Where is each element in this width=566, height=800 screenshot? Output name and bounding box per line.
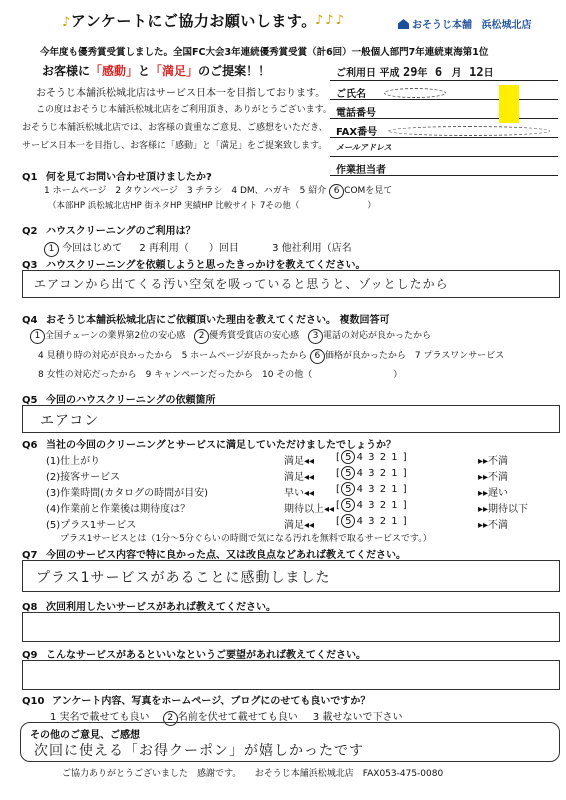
q4-selected-circle-1[interactable]: 1 xyxy=(30,329,45,344)
q1-text: 何を見てお問い合わせ頂けましたか? xyxy=(46,172,212,183)
q10-heading xyxy=(22,692,370,707)
kando-text: 「感動」 xyxy=(90,64,139,78)
q2-options xyxy=(44,239,352,257)
proposal-heading xyxy=(42,62,270,79)
date-day: 12 xyxy=(469,65,484,79)
proposal-pre: お客様に xyxy=(42,64,91,78)
q5-heading xyxy=(22,391,216,406)
phone-row[interactable] xyxy=(330,100,558,119)
q4-selected-circle-6[interactable]: 6 xyxy=(310,349,325,364)
q1-sub-options: （本部HP 浜松城北店HP 街ネタHP 実績HP 比較サイト 7その他（ ） xyxy=(48,201,376,211)
q1-number: Q1 xyxy=(22,172,38,183)
intro-line-3: おそうじ本舗浜松城北店では、お客様の貴重なご意見、ご感想をいただき、 xyxy=(22,123,328,133)
manzoku-text: 「満足」 xyxy=(150,64,199,78)
q2-text: ハウスクリーニングのご利用は？ xyxy=(46,226,196,237)
handwriting-scribble xyxy=(384,88,446,98)
q6-row-scale[interactable]: [ 5 4 3 2 1 ] xyxy=(336,500,408,511)
music-note-icon: ♪ xyxy=(62,15,71,30)
q6-text: 当社の今回のクリーニングとサービスに満足していただけましたでしょうか？ xyxy=(46,440,396,451)
q4-heading xyxy=(22,311,389,326)
q5-text: 今回のハウスクリーニングの依頼箇所 xyxy=(46,395,216,406)
proposal-to: と xyxy=(138,64,151,78)
q6-row-label: (3)作業時間(カタログの時間が目安) xyxy=(46,488,208,499)
q3-number: Q3 xyxy=(22,260,38,271)
q6-row-right: ▸▸期待以下 xyxy=(478,504,529,515)
q4-option-2: 優秀賞受賞店の安心感 xyxy=(209,331,300,341)
q7-heading xyxy=(22,546,406,561)
q6-row-right: ▸▸不満 xyxy=(478,472,509,483)
q6-selected-circle xyxy=(341,498,355,512)
title-text: アンケートにご協力お願いします。 xyxy=(70,12,317,30)
q6-row-right: ▸▸不満 xyxy=(478,456,509,467)
q6-row-scale[interactable]: [ 5 4 3 2 1 ] xyxy=(336,468,408,479)
month-label: 月 xyxy=(451,68,462,79)
q10-option-1: 1 実名で載せても良い xyxy=(50,712,150,723)
q2-heading xyxy=(22,222,196,237)
q8-text: 次回利用したいサービスがあれば教えてください。 xyxy=(46,602,276,613)
q4-option-4-5: 4 見積り時の対応が良かったから 5 ホームページが良かったから xyxy=(38,351,307,361)
q3-answer: エアコンから出てくる汚い空気を吸っていると思うと、ゾッとしたから xyxy=(34,277,449,291)
date-month: 6 xyxy=(434,65,443,79)
q8-answer-box[interactable] xyxy=(22,612,560,642)
q6-row-left: 満足◂◂ xyxy=(284,520,315,531)
q2-option-2: 2 再利用（ ）回目 xyxy=(139,243,239,254)
q1-heading xyxy=(22,168,212,183)
q10-number: Q10 xyxy=(22,696,45,707)
intro-line-4: サービス日本一を目指し、お客様に「感動」と「満足」をご提案致します。 xyxy=(22,141,328,151)
q6-row-label: (5)プラス1サービス xyxy=(46,520,137,531)
q6-selected-circle xyxy=(341,466,355,480)
intro-line-1: おそうじ本舗浜松城北店はサービス日本一を目指しております。 xyxy=(36,88,326,99)
email-row[interactable] xyxy=(330,138,558,157)
other-comments-label: その他のご意見、ご感想 xyxy=(30,730,140,741)
logo-text: おそうじ本舗 xyxy=(412,20,472,31)
q7-number: Q7 xyxy=(22,550,38,561)
q4-selected-circle-2[interactable]: 2 xyxy=(194,329,209,344)
q6-selected-circle xyxy=(341,450,355,464)
q6-row-right: ▸▸不満 xyxy=(478,520,509,531)
q5-number: Q5 xyxy=(22,395,38,406)
intro-line-2: この度はおそうじ本舗浜松城北店をご利用頂き、ありがとうございます。 xyxy=(36,105,332,115)
q6-heading xyxy=(22,436,396,451)
q2-option-3: 3 他社利用（店名 xyxy=(272,243,352,254)
proposal-post: のご提案！！ xyxy=(198,64,271,78)
house-icon xyxy=(398,19,409,29)
q3-heading xyxy=(22,256,366,271)
q10-option-2: 名前を伏せて載せても良い xyxy=(177,712,298,723)
email-label: メールアドレス xyxy=(336,143,392,152)
q6-row-left: 満足◂◂ xyxy=(284,472,315,483)
q2-number: Q2 xyxy=(22,226,38,237)
q4-options-row-2 xyxy=(38,348,504,364)
q2-option-1: 今回はじめて xyxy=(62,243,123,254)
q3-text: ハウスクリーニングを依頼しようと思ったきっかけを教えてください。 xyxy=(46,260,366,271)
q6-row-scale[interactable]: [ 5 4 3 2 1 ] xyxy=(336,452,408,463)
year-label: 年 xyxy=(417,68,428,79)
other-comments-answer: 次回に使える「お得クーポン」が嬉しかったです xyxy=(34,743,364,759)
q4-option-1: 全国チェーンの業界第2位の安心感 xyxy=(45,331,186,341)
q4-selected-circle-3[interactable]: 3 xyxy=(308,329,323,344)
handwriting-scribble xyxy=(388,126,550,136)
q6-row-scale[interactable]: [ 5 4 3 2 1 ] xyxy=(336,484,408,495)
q5-answer: エアコン xyxy=(40,413,100,429)
q1-options xyxy=(44,183,392,199)
q4-text: おそうじ本舗浜松城北店にご依頼頂いた理由を教えてください。 複数回答可 xyxy=(46,315,390,326)
q9-heading xyxy=(22,646,366,661)
q6-row-scale[interactable]: [ 5 4 3 2 1 ] xyxy=(336,516,408,527)
q10-text: アンケート内容、写真をホームページ、ブログにのせても良いですか？ xyxy=(52,696,371,707)
q6-selected-circle xyxy=(341,514,355,528)
q10-option-3: 3 載せないで下さい xyxy=(312,712,403,723)
q6-row-left: 満足◂◂ xyxy=(284,456,315,467)
q6-selected-circle xyxy=(341,482,355,496)
q7-text: 今回のサービス内容で特に良かった点、又は改良点などあれば教えてください。 xyxy=(46,550,406,561)
branch-name: 浜松城北店 xyxy=(481,20,532,31)
q2-selected-circle[interactable]: 1 xyxy=(44,242,59,257)
footer-text: ご協力ありがとうございました 感謝です。 おそうじ本舗浜松城北店 FAX053-475-0080 xyxy=(62,769,444,779)
q1-option-list: 1 ホームページ 2 タウンページ 3 チラシ 4 DM、ハガキ 5 紹介 xyxy=(44,186,327,196)
date-year: 29 xyxy=(402,65,418,79)
q6-row-left: 期待以上◂◂ xyxy=(284,504,335,515)
award-line: 今年度も優秀賞受賞しました。全国FC大会3年連続優秀賞受賞（計6回）一般個人部門7年連続東海第1位 xyxy=(40,47,489,58)
usage-date xyxy=(336,64,494,79)
name-label: ご氏名 xyxy=(336,89,366,100)
q4-number: Q4 xyxy=(22,315,38,326)
q6-row-label: (2)接客サービス xyxy=(46,472,121,483)
phone-label: 電話番号 xyxy=(336,108,376,119)
music-notes-decoration: ♪♪♪ xyxy=(315,13,346,28)
q6-number: Q6 xyxy=(22,440,38,451)
fax-label: FAX番号 xyxy=(336,127,378,138)
q6-row-right: ▸▸遅い xyxy=(478,488,509,499)
staff-row[interactable] xyxy=(330,157,558,176)
q4-option-3: 電話の対応が良かったから xyxy=(323,331,432,341)
q8-number: Q8 xyxy=(22,602,38,613)
q9-number: Q9 xyxy=(22,650,38,661)
redaction-block xyxy=(499,85,519,123)
q6-row-label: (4)作業前と作業後は期待度は？ xyxy=(46,504,191,515)
q6-note: プラス1サービスとは（1分～5分ぐらいの時間で気になる汚れを無料で取るサービスです。） xyxy=(60,534,432,544)
q4-option-6-7: 価格が良かったから 7 プラスワンサービス xyxy=(324,351,505,361)
q1-selected-circle[interactable]: 6 xyxy=(329,184,344,199)
staff-label: 作業担当者 xyxy=(336,165,386,176)
q5-answer-box[interactable] xyxy=(22,405,560,433)
q6-row-left: 早い◂◂ xyxy=(284,488,315,499)
q4-options-row-3: 8 女性の対応だったから 9 キャンペーンだったから 10 その他（ ） xyxy=(38,370,403,380)
q1-selected-text: COMを見て xyxy=(344,186,393,196)
company-logo xyxy=(398,16,531,31)
q9-text: こんなサービスがあるといいなというご要望があれば教えてください。 xyxy=(46,650,366,661)
date-label: ご利用日 平成 xyxy=(336,68,400,79)
q6-row-label: (1)仕上がり xyxy=(46,456,101,467)
q8-heading xyxy=(22,598,276,613)
survey-title xyxy=(62,10,317,31)
day-label: 日 xyxy=(483,68,494,79)
q7-answer: プラス1サービスがあることに感動しました xyxy=(36,570,331,586)
q4-options-row-1 xyxy=(30,328,431,344)
q9-answer-box[interactable] xyxy=(22,660,560,690)
q10-selected-circle[interactable]: 2 xyxy=(163,711,178,726)
